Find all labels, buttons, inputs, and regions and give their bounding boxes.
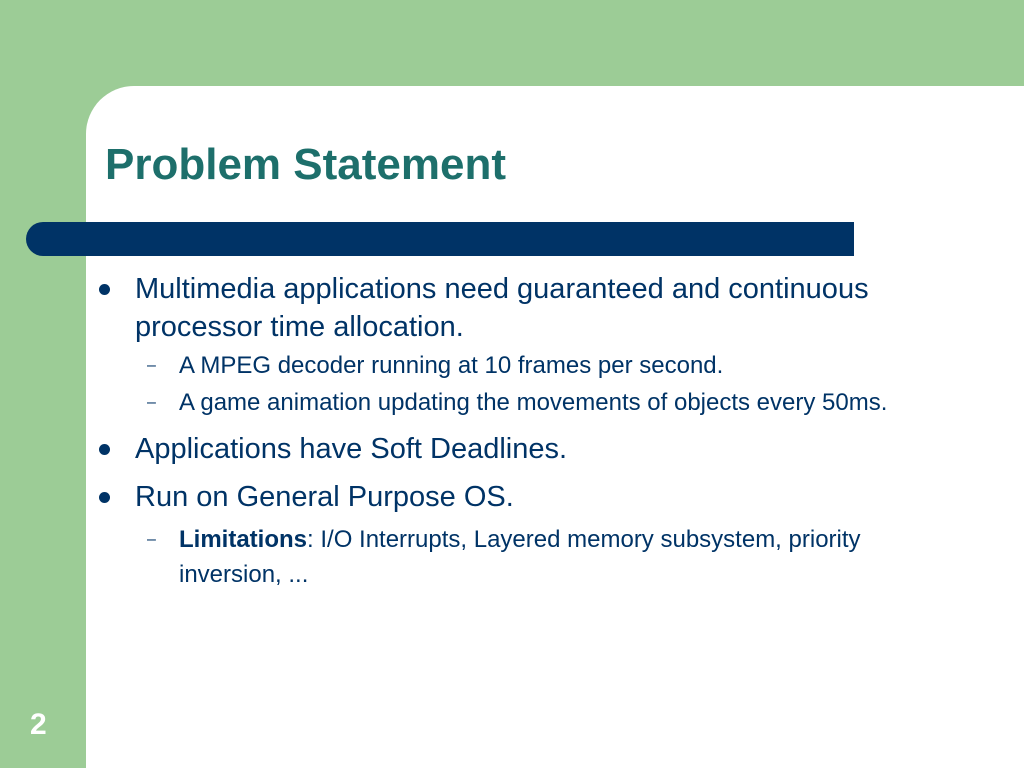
bullet-text: Multimedia applications need guaranteed and continuous processor time allocation.: [135, 273, 869, 343]
sub-bullet-dash-icon: –: [147, 531, 156, 548]
slide-title: Problem Statement: [105, 140, 506, 189]
page-number: 2: [30, 708, 47, 741]
bullet-dot-icon: [99, 284, 110, 295]
sub-bullet-dash-icon: –: [147, 357, 156, 374]
title-divider-bar: [26, 222, 854, 256]
bullet-dot-icon: [99, 444, 110, 455]
bullet-item: [95, 430, 955, 468]
bullet-dot-icon: [99, 492, 110, 503]
sub-bullet-text: A MPEG decoder running at 10 frames per second.: [179, 352, 724, 379]
bullet-text: Applications have Soft Deadlines.: [135, 433, 568, 465]
bullet-item: [95, 270, 955, 346]
sub-bullet-text: : I/O Interrupts, Layered memory subsystem, priority inversion, ...: [179, 526, 861, 588]
bullet-list: [95, 270, 955, 592]
bullet-item: [95, 478, 955, 516]
sub-bullet-dash-icon: –: [147, 394, 156, 411]
bullet-text: Run on General Purpose OS.: [135, 481, 514, 513]
sub-bullet-item: [95, 522, 955, 592]
limitations-label: Limitations: [179, 526, 308, 553]
sub-bullet-item: [95, 348, 955, 383]
sub-bullet-item: [95, 385, 955, 420]
sub-bullet-text: A game animation updating the movements of objects every 50ms.: [179, 389, 888, 416]
